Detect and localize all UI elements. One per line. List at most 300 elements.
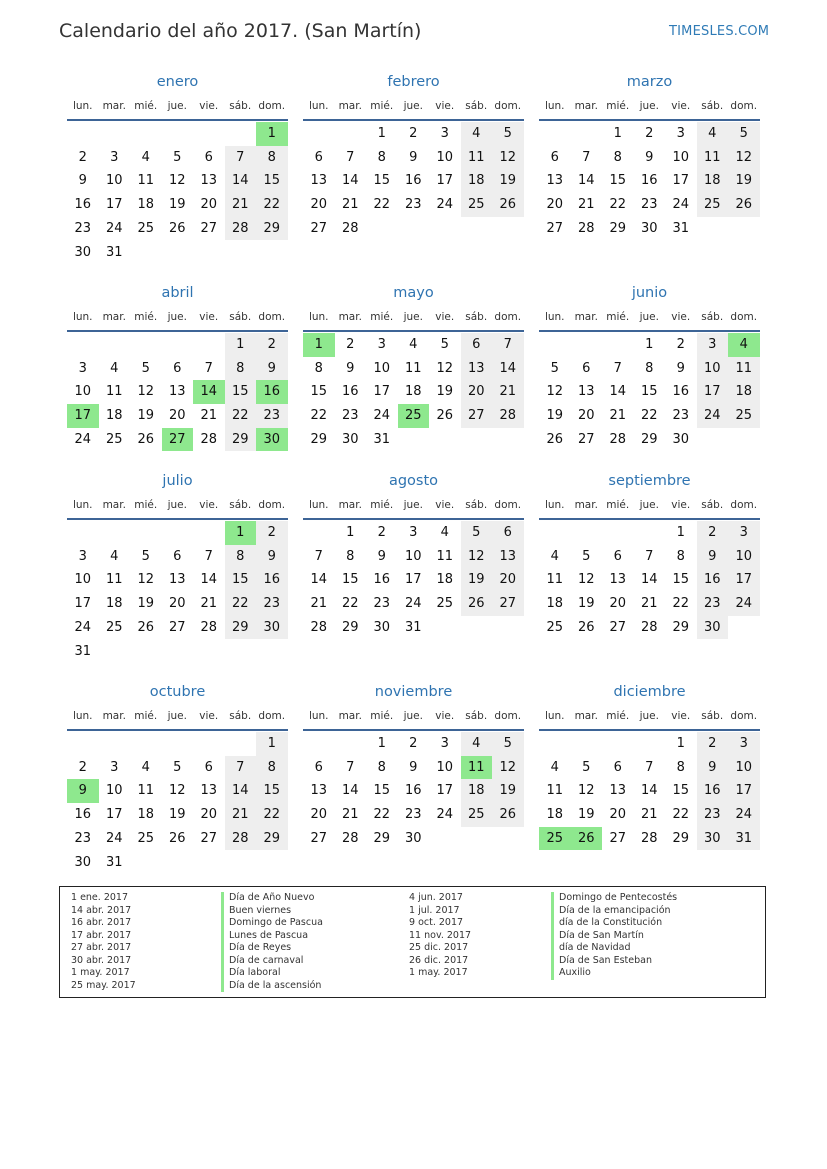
legend-holiday-name: Lunes de Pascua xyxy=(221,930,308,943)
holiday-day-cell: 25 xyxy=(398,404,430,428)
day-cell: 6 xyxy=(582,360,591,376)
day-cell: 11 xyxy=(137,173,155,189)
weekday-label: sáb. xyxy=(701,100,724,112)
day-cell: 29 xyxy=(672,619,690,635)
day-cell: 22 xyxy=(256,803,288,827)
day-cell: 7 xyxy=(346,149,355,165)
weekday-label: dom. xyxy=(258,710,286,722)
day-cell: 21 xyxy=(577,197,595,213)
day-cell: 16 xyxy=(697,568,729,592)
day-cell: 1 xyxy=(676,525,685,540)
day-cell: 24 xyxy=(728,803,760,827)
day-cell: 30 xyxy=(373,619,391,635)
day-cell: 28 xyxy=(640,619,658,635)
weekday-header xyxy=(539,311,760,326)
day-cell: 29 xyxy=(225,428,257,452)
day-cell: 18 xyxy=(137,807,155,823)
day-cell: 22 xyxy=(341,596,359,612)
day-cell: 29 xyxy=(225,616,257,640)
month-rule xyxy=(303,729,524,731)
day-cell: 26 xyxy=(168,830,186,846)
day-cell: 18 xyxy=(461,779,493,803)
weekday-label: vie. xyxy=(199,499,219,511)
weekday-label: mié. xyxy=(134,311,158,323)
day-cell: 19 xyxy=(436,384,454,400)
day-cell: 26 xyxy=(168,220,186,236)
day-cell: 10 xyxy=(74,384,92,400)
weekday-header xyxy=(67,311,288,326)
day-cell: 14 xyxy=(640,783,658,799)
day-cell: 16 xyxy=(256,568,288,592)
day-cell: 13 xyxy=(461,357,493,381)
day-cell: 27 xyxy=(577,431,595,447)
day-cell: 25 xyxy=(137,830,155,846)
day-cell: 18 xyxy=(728,380,760,404)
day-cell: 3 xyxy=(78,360,87,376)
day-cell: 5 xyxy=(582,548,591,564)
day-cell: 7 xyxy=(314,548,323,564)
day-cell: 30 xyxy=(256,616,288,640)
legend-date: 1 ene. 2017 xyxy=(71,892,128,903)
day-cell: 5 xyxy=(492,122,524,146)
holiday-day-cell: 9 xyxy=(67,779,99,803)
weekday-label: mar. xyxy=(102,499,126,511)
day-cell: 10 xyxy=(74,572,92,588)
day-cell: 8 xyxy=(346,548,355,564)
legend-date: 14 abr. 2017 xyxy=(71,904,132,916)
day-cell: 28 xyxy=(200,619,218,635)
weekday-label: mié. xyxy=(606,499,630,511)
day-cell: 28 xyxy=(225,217,257,241)
day-cell: 6 xyxy=(613,759,622,775)
day-cell: 30 xyxy=(74,244,92,260)
day-cell: 19 xyxy=(137,408,155,424)
day-cell: 1 xyxy=(256,732,288,756)
day-cell: 28 xyxy=(200,431,218,447)
day-cell: 17 xyxy=(728,568,760,592)
day-cell: 31 xyxy=(105,244,123,260)
day-cell: 23 xyxy=(256,592,288,616)
page-title: Calendario del año 2017. (San Martín) xyxy=(59,20,422,42)
day-cell: 21 xyxy=(200,408,218,424)
day-cell: 6 xyxy=(461,333,493,357)
day-cell: 15 xyxy=(640,384,658,400)
day-cell: 9 xyxy=(256,357,288,381)
day-cell: 25 xyxy=(105,619,123,635)
month-name: septiembre xyxy=(608,473,691,489)
day-cell: 1 xyxy=(676,736,685,751)
day-cell: 25 xyxy=(697,193,729,217)
day-cell: 29 xyxy=(341,619,359,635)
day-cell: 18 xyxy=(697,169,729,193)
day-cell: 2 xyxy=(377,525,386,540)
day-cell: 3 xyxy=(110,149,119,165)
day-cell: 12 xyxy=(492,756,524,780)
brand-link[interactable]: TIMESLES.COM xyxy=(669,24,770,39)
day-cell: 4 xyxy=(440,525,449,540)
day-cell: 6 xyxy=(204,759,213,775)
day-cell: 21 xyxy=(609,408,627,424)
legend-holiday-name: día de la Constitución xyxy=(551,917,662,930)
weekday-label: jue. xyxy=(639,100,659,112)
day-cell: 3 xyxy=(676,126,685,141)
month-name: mayo xyxy=(393,285,434,301)
day-cell: 30 xyxy=(74,854,92,870)
weekday-label: mié. xyxy=(370,710,394,722)
day-cell: 1 xyxy=(377,126,386,141)
weekday-label: sáb. xyxy=(701,499,724,511)
day-cell: 30 xyxy=(672,431,690,447)
day-cell: 24 xyxy=(404,596,422,612)
day-cell: 7 xyxy=(582,149,591,165)
day-cell: 15 xyxy=(310,384,328,400)
day-cell: 23 xyxy=(404,807,422,823)
month-name: marzo xyxy=(626,74,673,90)
weekday-header xyxy=(539,499,760,514)
day-cell: 27 xyxy=(168,619,186,635)
day-cell: 1 xyxy=(645,337,654,352)
day-cell: 26 xyxy=(492,803,524,827)
month-junio xyxy=(539,285,760,475)
day-cell: 3 xyxy=(728,732,760,756)
day-cell: 8 xyxy=(613,149,622,165)
day-cell: 14 xyxy=(310,572,328,588)
day-cell: 13 xyxy=(310,173,328,189)
weekday-label: lun. xyxy=(72,499,93,511)
legend-date: 4 jun. 2017 xyxy=(409,892,463,903)
weekday-label: mar. xyxy=(102,311,126,323)
weekday-header xyxy=(303,710,524,725)
day-cell: 7 xyxy=(346,759,355,775)
day-cell: 19 xyxy=(577,596,595,612)
day-cell: 7 xyxy=(645,759,654,775)
day-cell: 21 xyxy=(225,193,257,217)
day-cell: 18 xyxy=(137,197,155,213)
day-cell: 18 xyxy=(404,384,422,400)
day-cell: 4 xyxy=(550,759,559,775)
day-cell: 30 xyxy=(404,830,422,846)
weekday-label: sáb. xyxy=(229,100,252,112)
day-cell: 12 xyxy=(577,783,595,799)
day-cell: 23 xyxy=(341,408,359,424)
day-cell: 15 xyxy=(609,173,627,189)
day-cell: 27 xyxy=(200,220,218,236)
weekday-label: dom. xyxy=(730,499,758,511)
month-name: febrero xyxy=(387,74,440,90)
day-cell: 2 xyxy=(697,521,729,545)
day-cell: 26 xyxy=(492,193,524,217)
month-marzo xyxy=(539,74,760,264)
legend-date: 25 dic. 2017 xyxy=(409,942,469,953)
legend-holiday-name: Día de la ascensión xyxy=(221,980,321,993)
day-cell: 3 xyxy=(440,126,449,141)
weekday-label: vie. xyxy=(435,311,455,323)
day-cell: 19 xyxy=(461,568,493,592)
day-cell: 22 xyxy=(640,408,658,424)
holiday-day-cell: 27 xyxy=(162,428,194,452)
day-cell: 9 xyxy=(377,548,386,564)
day-cell: 11 xyxy=(461,146,493,170)
day-cell: 3 xyxy=(110,759,119,775)
day-cell: 15 xyxy=(672,783,690,799)
day-cell: 23 xyxy=(74,830,92,846)
day-cell: 17 xyxy=(436,173,454,189)
weekday-label: vie. xyxy=(435,499,455,511)
day-cell: 7 xyxy=(645,548,654,564)
day-cell: 23 xyxy=(697,592,729,616)
day-cell: 12 xyxy=(168,783,186,799)
weekday-label: jue. xyxy=(403,499,423,511)
holiday-day-cell: 14 xyxy=(193,380,225,404)
day-cell: 2 xyxy=(409,126,418,141)
day-cell: 22 xyxy=(373,197,391,213)
weekday-label: jue. xyxy=(167,100,187,112)
day-cell: 5 xyxy=(550,360,559,376)
day-cell: 4 xyxy=(461,122,493,146)
day-cell: 24 xyxy=(697,404,729,428)
day-cell: 19 xyxy=(728,169,760,193)
day-cell: 12 xyxy=(168,173,186,189)
legend-date: 1 may. 2017 xyxy=(71,967,130,978)
day-cell: 20 xyxy=(310,197,328,213)
day-cell: 2 xyxy=(78,759,87,775)
day-cell: 17 xyxy=(672,173,690,189)
day-cell: 18 xyxy=(105,596,123,612)
day-cell: 13 xyxy=(609,572,627,588)
weekday-label: mié. xyxy=(606,311,630,323)
day-cell: 25 xyxy=(436,596,454,612)
day-cell: 15 xyxy=(373,783,391,799)
day-cell: 12 xyxy=(546,384,564,400)
day-cell: 16 xyxy=(404,783,422,799)
day-cell: 2 xyxy=(676,337,685,352)
weekday-label: vie. xyxy=(199,710,219,722)
day-cell: 13 xyxy=(609,783,627,799)
day-cell: 19 xyxy=(577,807,595,823)
weekday-label: dom. xyxy=(258,311,286,323)
day-cell: 26 xyxy=(461,592,493,616)
day-cell: 27 xyxy=(310,220,328,236)
day-cell: 22 xyxy=(256,193,288,217)
day-cell: 14 xyxy=(492,357,524,381)
holiday-day-cell: 11 xyxy=(461,756,493,780)
day-cell: 10 xyxy=(373,360,391,376)
day-cell: 28 xyxy=(640,830,658,846)
weekday-label: mar. xyxy=(574,710,598,722)
day-cell: 27 xyxy=(609,619,627,635)
holiday-day-cell: 25 xyxy=(539,827,571,851)
day-cell: 30 xyxy=(697,827,729,851)
day-cell: 6 xyxy=(173,360,182,376)
day-cell: 24 xyxy=(672,197,690,213)
weekday-label: lun. xyxy=(308,311,329,323)
day-cell: 11 xyxy=(137,783,155,799)
day-cell: 29 xyxy=(256,827,288,851)
day-cell: 7 xyxy=(204,360,213,376)
weekday-label: lun. xyxy=(72,710,93,722)
legend-date: 16 abr. 2017 xyxy=(71,917,132,928)
day-cell: 20 xyxy=(609,807,627,823)
weekday-label: vie. xyxy=(671,710,691,722)
day-cell: 29 xyxy=(609,220,627,236)
day-cell: 16 xyxy=(672,384,690,400)
day-cell: 11 xyxy=(404,360,422,376)
weekday-label: dom. xyxy=(494,710,522,722)
day-cell: 22 xyxy=(373,807,391,823)
day-cell: 28 xyxy=(341,830,359,846)
weekday-label: sáb. xyxy=(229,499,252,511)
day-cell: 1 xyxy=(377,736,386,751)
day-cell: 14 xyxy=(640,572,658,588)
day-cell: 6 xyxy=(550,149,559,165)
weekday-label: mié. xyxy=(370,100,394,112)
day-cell: 17 xyxy=(74,596,92,612)
weekday-label: lun. xyxy=(544,100,565,112)
weekday-header xyxy=(67,710,288,725)
day-cell: 31 xyxy=(728,827,760,851)
day-cell: 9 xyxy=(346,360,355,376)
month-rule xyxy=(539,330,760,332)
day-cell: 23 xyxy=(74,220,92,236)
weekday-header xyxy=(67,499,288,514)
day-cell: 25 xyxy=(461,193,493,217)
day-cell: 11 xyxy=(546,783,564,799)
legend-holiday-name: Domingo de Pascua xyxy=(221,917,323,930)
day-cell: 17 xyxy=(373,384,391,400)
day-cell: 21 xyxy=(492,380,524,404)
day-cell: 29 xyxy=(310,431,328,447)
day-cell: 26 xyxy=(577,619,595,635)
day-cell: 20 xyxy=(168,408,186,424)
day-cell: 3 xyxy=(409,525,418,540)
legend-date: 1 jul. 2017 xyxy=(409,904,460,916)
holiday-day-cell: 4 xyxy=(728,333,760,357)
legend-holiday-name: Día de San Esteban xyxy=(551,955,652,968)
day-cell: 4 xyxy=(141,149,150,165)
day-cell: 14 xyxy=(200,572,218,588)
day-cell: 20 xyxy=(200,197,218,213)
weekday-label: jue. xyxy=(403,100,423,112)
day-cell: 21 xyxy=(225,803,257,827)
legend-date: 11 nov. 2017 xyxy=(409,929,472,941)
month-rule xyxy=(539,729,760,731)
holiday-day-cell: 1 xyxy=(225,521,257,545)
day-cell: 8 xyxy=(676,548,685,564)
month-rule xyxy=(539,119,760,121)
day-cell: 21 xyxy=(640,807,658,823)
legend-date: 25 may. 2017 xyxy=(71,979,136,991)
day-cell: 19 xyxy=(168,197,186,213)
day-cell: 16 xyxy=(697,779,729,803)
day-cell: 24 xyxy=(74,619,92,635)
weekday-label: jue. xyxy=(639,499,659,511)
day-cell: 5 xyxy=(173,149,182,165)
day-cell: 7 xyxy=(204,548,213,564)
month-mayo xyxy=(303,285,524,475)
day-cell: 17 xyxy=(404,572,422,588)
day-cell: 15 xyxy=(341,572,359,588)
day-cell: 18 xyxy=(461,169,493,193)
weekday-label: vie. xyxy=(435,710,455,722)
day-cell: 23 xyxy=(373,596,391,612)
day-cell: 19 xyxy=(546,408,564,424)
weekday-label: mar. xyxy=(338,499,362,511)
weekday-label: dom. xyxy=(258,499,286,511)
day-cell: 8 xyxy=(225,545,257,569)
weekday-label: sáb. xyxy=(701,311,724,323)
weekday-label: sáb. xyxy=(465,311,488,323)
month-rule xyxy=(67,729,288,731)
weekday-label: vie. xyxy=(199,100,219,112)
day-cell: 12 xyxy=(436,360,454,376)
day-cell: 11 xyxy=(436,548,454,564)
legend-date: 17 abr. 2017 xyxy=(71,929,132,941)
weekday-header xyxy=(539,710,760,725)
day-cell: 24 xyxy=(436,197,454,213)
weekday-header xyxy=(303,499,524,514)
weekday-label: lun. xyxy=(544,710,565,722)
weekday-label: mar. xyxy=(574,100,598,112)
month-abril xyxy=(67,285,288,475)
day-cell: 17 xyxy=(105,807,123,823)
day-cell: 20 xyxy=(168,596,186,612)
day-cell: 4 xyxy=(461,732,493,756)
weekday-label: jue. xyxy=(167,710,187,722)
weekday-label: sáb. xyxy=(229,311,252,323)
day-cell: 23 xyxy=(697,803,729,827)
day-cell: 5 xyxy=(582,759,591,775)
day-cell: 16 xyxy=(640,173,658,189)
day-cell: 9 xyxy=(697,756,729,780)
day-cell: 10 xyxy=(672,149,690,165)
day-cell: 9 xyxy=(78,173,87,189)
day-cell: 13 xyxy=(168,384,186,400)
day-cell: 7 xyxy=(225,146,257,170)
day-cell: 24 xyxy=(436,807,454,823)
day-cell: 13 xyxy=(492,545,524,569)
weekday-label: dom. xyxy=(494,311,522,323)
legend-holiday-name: Día de San Martín xyxy=(551,930,644,943)
weekday-label: dom. xyxy=(730,100,758,112)
holiday-day-cell: 30 xyxy=(256,428,288,452)
day-cell: 4 xyxy=(697,122,729,146)
month-rule xyxy=(67,518,288,520)
weekday-label: lun. xyxy=(72,311,93,323)
legend-holiday-name: Día de la emancipación xyxy=(551,905,671,918)
day-cell: 14 xyxy=(341,783,359,799)
day-cell: 2 xyxy=(697,732,729,756)
month-name: junio xyxy=(631,285,668,301)
day-cell: 15 xyxy=(373,173,391,189)
day-cell: 26 xyxy=(436,408,454,424)
day-cell: 10 xyxy=(404,548,422,564)
day-cell: 25 xyxy=(137,220,155,236)
day-cell: 12 xyxy=(461,545,493,569)
weekday-label: lun. xyxy=(308,499,329,511)
day-cell: 13 xyxy=(168,572,186,588)
day-cell: 16 xyxy=(74,197,92,213)
day-cell: 24 xyxy=(74,431,92,447)
day-cell: 7 xyxy=(613,360,622,376)
day-cell: 5 xyxy=(141,548,150,564)
weekday-label: mar. xyxy=(574,311,598,323)
month-name: noviembre xyxy=(374,684,453,700)
weekday-label: dom. xyxy=(258,100,286,112)
day-cell: 23 xyxy=(672,408,690,424)
weekday-label: mié. xyxy=(370,499,394,511)
weekday-label: mar. xyxy=(338,100,362,112)
day-cell: 24 xyxy=(728,592,760,616)
